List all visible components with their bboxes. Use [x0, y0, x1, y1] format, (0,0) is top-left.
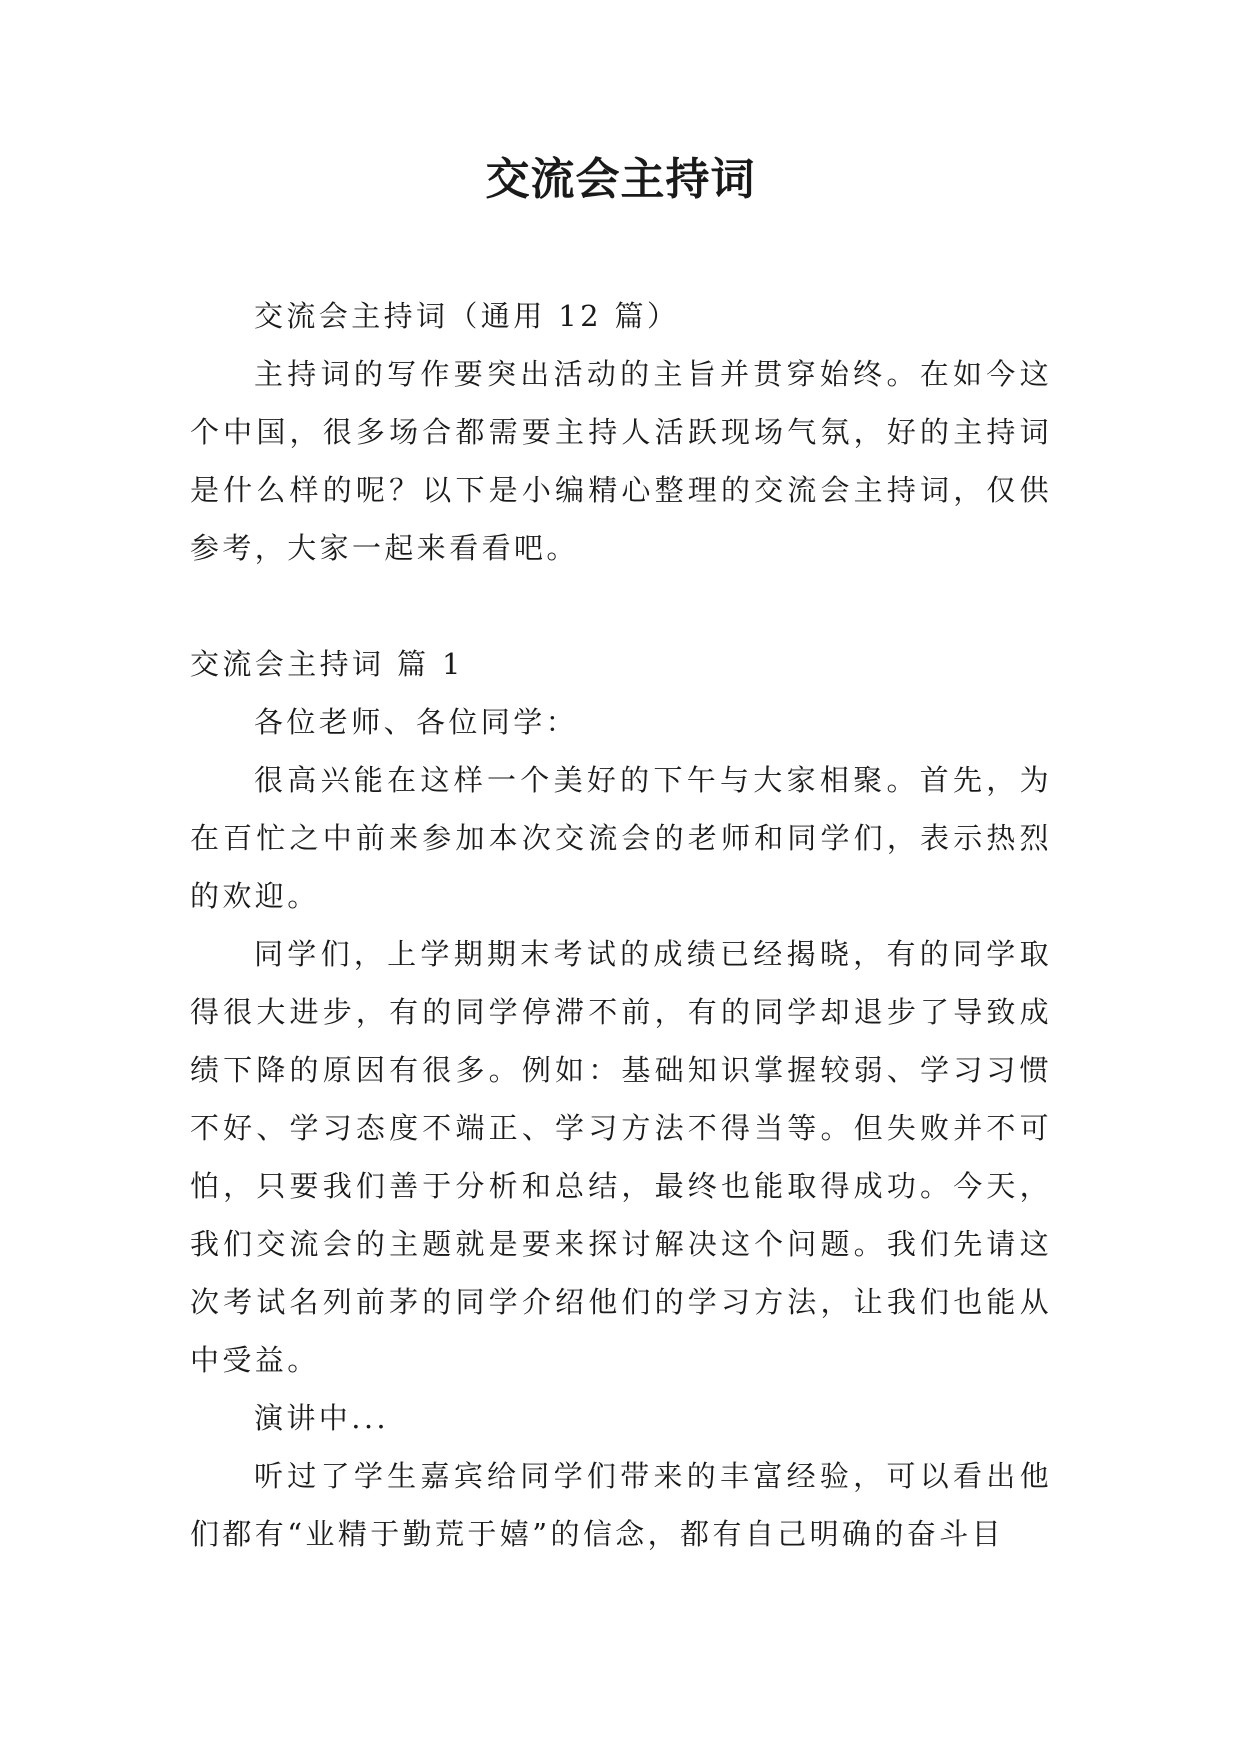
document-title: 交流会主持词 — [485, 154, 756, 205]
intro-subtitle: 交流会主持词（通用 12 篇） — [254, 299, 680, 333]
section-1-paragraph: 很高兴能在这样一个美好的下午与大家相聚。首先，为在百忙之中前来参加本次交流会的老师和同学们，表示热烈的欢迎。 — [190, 763, 1052, 913]
section-1-paragraph: 听过了学生嘉宾给同学们带来的丰富经验，可以看出他们都有“业精于勤荒于嬉”的信念，都有自己明确的奋斗目 — [190, 1459, 1052, 1551]
section-1-heading: 交流会主持词 篇 1 — [190, 647, 464, 681]
section-1-greeting: 各位老师、各位同学： — [254, 705, 579, 739]
section-1-paragraph: 同学们，上学期期末考试的成绩已经揭晓，有的同学取得很大进步，有的同学停滞不前，有的同学却退步了导致成绩下降的原因有很多。例如：基础知识掌握较弱、学习习惯不好、学习态度不端正、学习方法不得当等。但失败并不可怕，只要我们善于分析和总结，最终也能取得成功。今天，我们交流会的主题就是要来探讨解决这个问题。我们先请这次考试名列前茅的同学介绍他们的学习方法，让我们也能从中受益。 — [190, 937, 1052, 1377]
document-body — [190, 287, 1052, 1563]
section-1-paragraph: 演讲中... — [254, 1401, 390, 1435]
intro-paragraph: 主持词的写作要突出活动的主旨并贯穿始终。在如今这个中国，很多场合都需要主持人活跃现场气氛，好的主持词是什么样的呢？以下是小编精心整理的交流会主持词，仅供参考，大家一起来看看吧。 — [190, 357, 1052, 565]
